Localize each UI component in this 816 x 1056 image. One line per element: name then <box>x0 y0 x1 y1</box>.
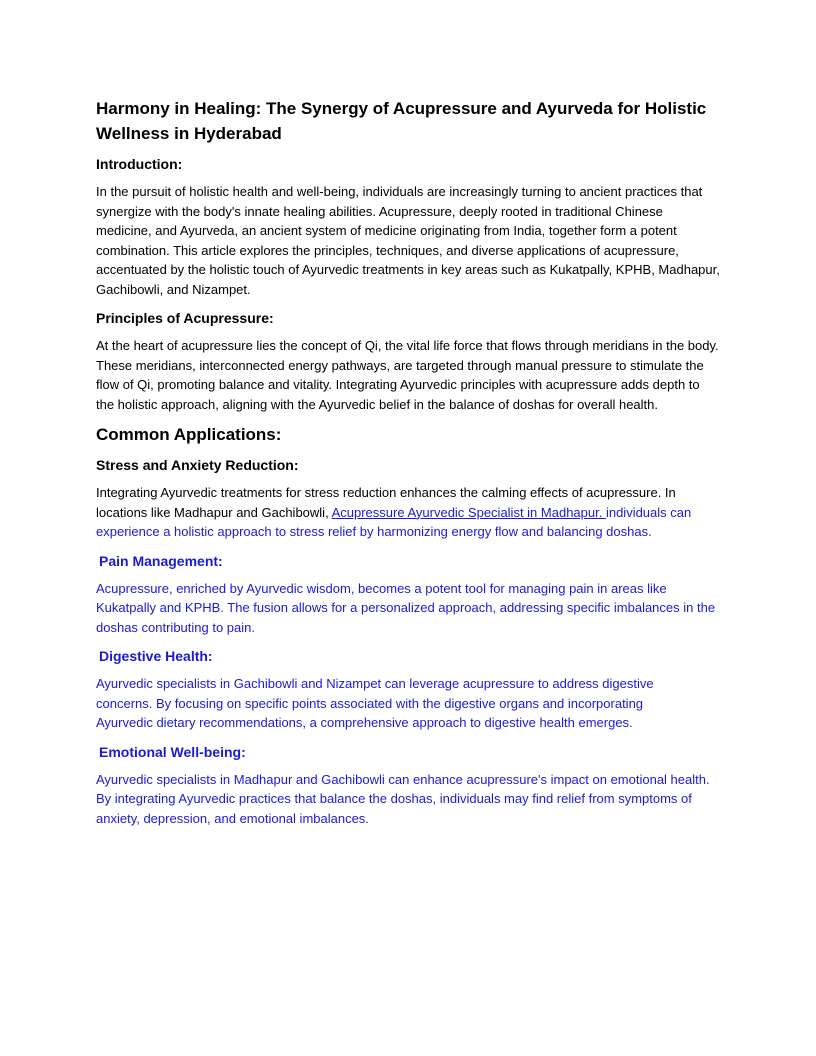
principles-paragraph: At the heart of acupressure lies the concept of Qi, the vital life force that flows through meridians in the body. These meridians, interconnected energy pathways, are targeted through manual pressure to stimulate the flow of Qi, promoting balance and vitality. Integrating Ayurvedic principles with acupressure adds depth to the holistic approach, aligning with the Ayurvedic belief in the balance of doshas for overall health. <box>96 338 719 412</box>
introduction-heading: Introduction: <box>96 156 183 172</box>
digestive-paragraph <box>96 674 720 733</box>
digestive-line-1: Ayurvedic specialists in Gachibowli and Nizampet can leverage acupressure to address digestive <box>96 676 654 691</box>
emotional-heading: Emotional Well-being: <box>99 743 246 760</box>
stress-text-before: Integrating Ayurvedic treatments for stress reduction enhances the calming effects of acupressure. In locations like Madhapur and Gachibowli, <box>96 485 676 520</box>
emotional-paragraph: Ayurvedic specialists in Madhapur and Gachibowli can enhance acupressure's impact on emotional health. By integrating Ayurvedic practices that balance the doshas, individuals may find relief from symptoms of anxiety, depression, and emotional imbalances. <box>96 771 710 826</box>
document-page <box>96 96 720 837</box>
digestive-line-3: Ayurvedic dietary recommendations, a comprehensive approach to digestive health emerges. <box>96 715 633 730</box>
digestive-heading: Digestive Health: <box>99 648 213 664</box>
principles-heading: Principles of Acupressure: <box>96 310 274 326</box>
pain-paragraph: Acupressure, enriched by Ayurvedic wisdom, becomes a potent tool for managing pain in areas like Kukatpally and KPHB. The fusion allows for a personalized approach, addressing specific imbalances in the doshas contributing to pain. <box>96 580 716 635</box>
document-title: Harmony in Healing: The Synergy of Acupressure and Ayurveda for Holistic Wellness in Hyderabad <box>96 99 707 143</box>
applications-heading: Common Applications: <box>96 425 282 444</box>
digestive-line-2: concerns. By focusing on specific points associated with the digestive organs and incorporating <box>96 695 644 711</box>
stress-paragraph <box>96 483 720 542</box>
stress-text-after: individuals can experience a holistic approach to stress relief by harmonizing energy flow and balancing doshas. <box>96 504 692 539</box>
pain-heading: Pain Management: <box>99 552 223 569</box>
stress-heading: Stress and Anxiety Reduction: <box>96 457 299 473</box>
introduction-paragraph: In the pursuit of holistic health and well-being, individuals are increasingly turning to ancient practices that synergize with the body's innate healing abilities. Acupressure, deeply rooted in traditional Chinese medicine, and Ayurveda, an ancient system of medicine originating from India, together form a potent combination. This article explores the principles, techniques, and diverse applications of acupressure, accentuated by the holistic touch of Ayurvedic treatments in key areas such as Kukatpally, KPHB, Madhapur, Gachibowli, and Nizampet. <box>96 184 720 297</box>
specialist-madhapur-link[interactable]: Acupressure Ayurvedic Specialist in Madhapur. <box>331 504 606 520</box>
